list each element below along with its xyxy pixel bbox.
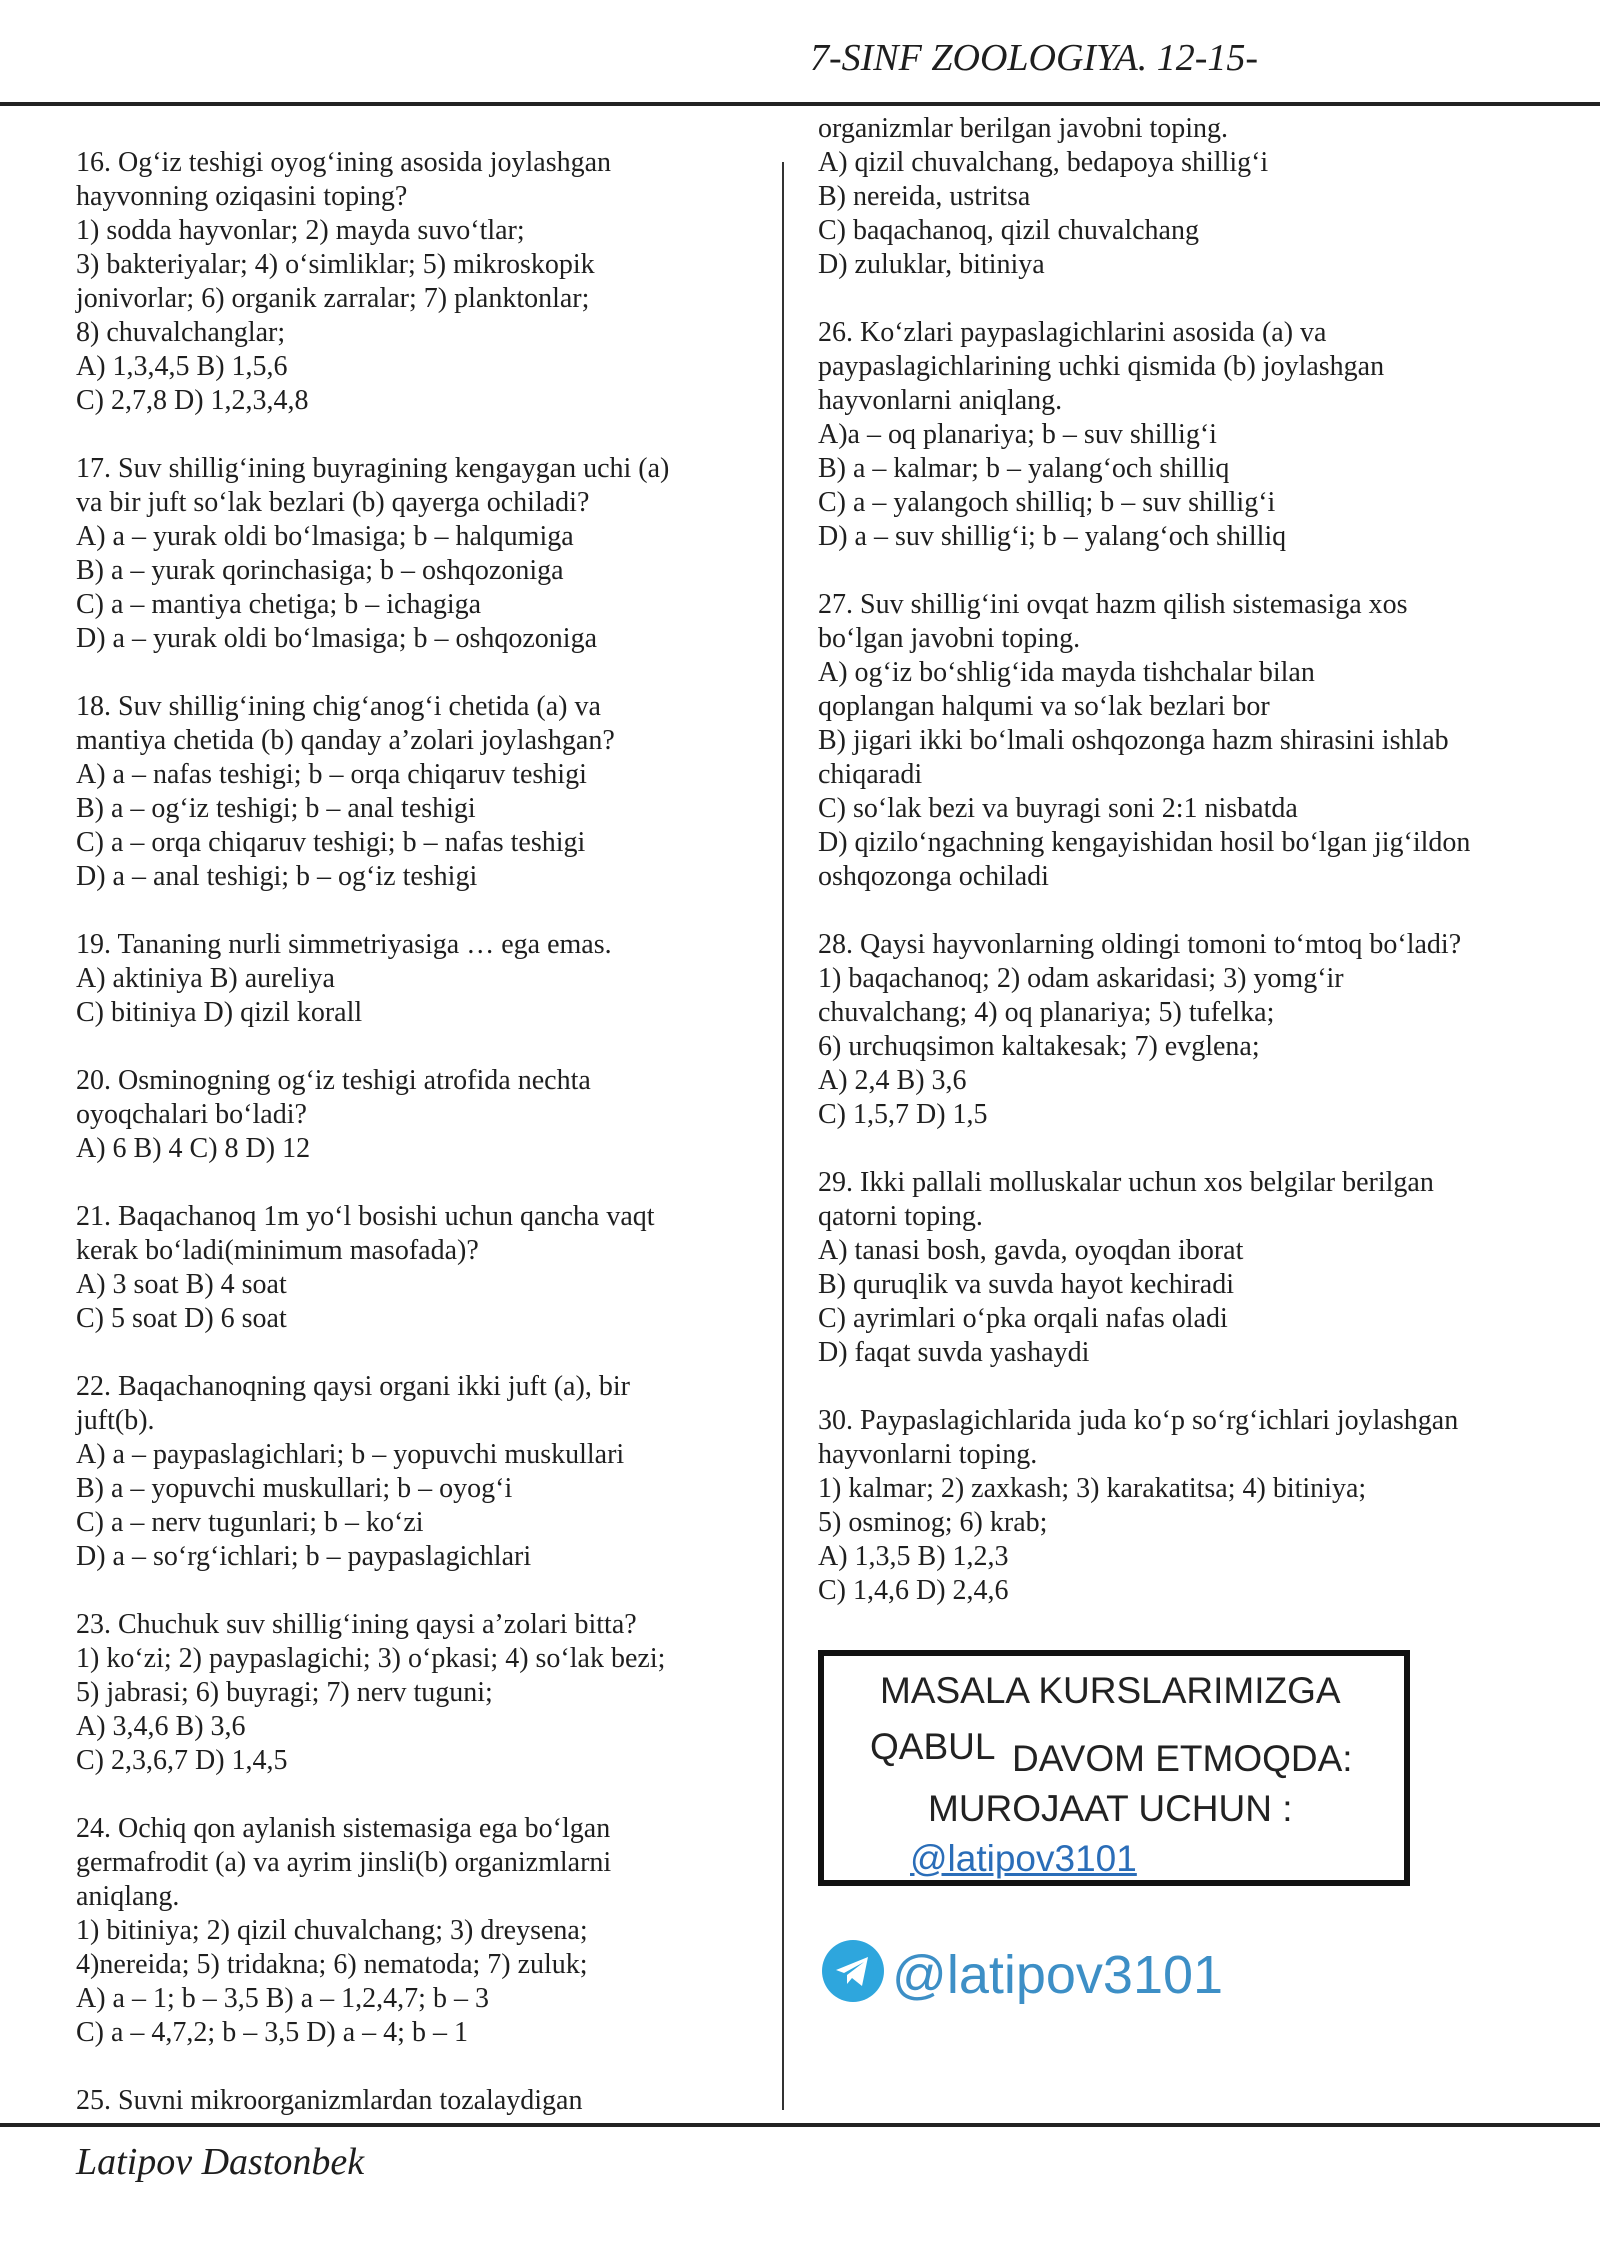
blank-line bbox=[76, 1166, 766, 1200]
text-line: 17. Suv shillig‘ining buyragining kengaygan uchi (a) bbox=[76, 453, 670, 484]
text-line: B) jigari ikki bo‘lmali oshqozonga hazm shirasini ishlab bbox=[818, 725, 1449, 756]
blank-line bbox=[818, 554, 1578, 588]
text-line: C) 5 soat D) 6 soat bbox=[76, 1303, 287, 1334]
text-line: C) 1,4,6 D) 2,4,6 bbox=[818, 1575, 1009, 1606]
text-line: 1) sodda hayvonlar; 2) mayda suvo‘tlar; bbox=[76, 215, 525, 246]
footer-rule bbox=[0, 2123, 1600, 2127]
text-line: C) 1,5,7 D) 1,5 bbox=[818, 1099, 988, 1130]
right-column bbox=[818, 112, 1578, 1608]
text-line: 25. Suvni mikroorganizmlardan tozalaydigan bbox=[76, 2085, 583, 2116]
text-line: 21. Baqachanoq 1m yo‘l bosishi uchun qancha vaqt bbox=[76, 1201, 655, 1232]
text-line: D) a – suv shillig‘i; b – yalang‘och shilliq bbox=[818, 521, 1287, 552]
text-line: 1) kalmar; 2) zaxkash; 3) karakatitsa; 4) bitiniya; bbox=[818, 1473, 1367, 1504]
text-line: 30. Paypaslagichlarida juda ko‘p so‘rg‘ichlari joylashgan bbox=[818, 1405, 1459, 1436]
text-line: B) a – og‘iz teshigi; b – anal teshigi bbox=[76, 793, 476, 824]
text-line: A) 6 B) 4 C) 8 D) 12 bbox=[76, 1133, 311, 1164]
text-line: A) a – 1; b – 3,5 B) a – 1,2,4,7; b – 3 bbox=[76, 1983, 489, 2014]
text-line: oshqozonga ochiladi bbox=[818, 861, 1049, 892]
text-line: jonivorlar; 6) organik zarralar; 7) planktonlar; bbox=[76, 283, 590, 314]
text-line: germafrodit (a) va ayrim jinsli(b) organizmlarni bbox=[76, 1847, 612, 1878]
text-line: hayvonning oziqasini toping? bbox=[76, 181, 408, 212]
text-line: A) tanasi bosh, gavda, oyoqdan iborat bbox=[818, 1235, 1244, 1266]
text-line: A) 2,4 B) 3,6 bbox=[818, 1065, 967, 1096]
text-line: C) a – mantiya chetiga; b – ichagiga bbox=[76, 589, 482, 620]
text-line: 22. Baqachanoqning qaysi organi ikki juft (a), bir bbox=[76, 1371, 630, 1402]
blank-line bbox=[76, 1778, 766, 1812]
text-line: D) zuluklar, bitiniya bbox=[818, 249, 1045, 280]
footer-author: Latipov Dastonbek bbox=[76, 2141, 365, 2183]
telegram-handle[interactable]: @latipov3101 bbox=[892, 1945, 1224, 2005]
promo-line-1: MASALA KURSLARIMIZGA bbox=[880, 1670, 1341, 1711]
text-line: A) qizil chuvalchang, bedapoya shillig‘i bbox=[818, 147, 1269, 178]
text-line: 3) bakteriyalar; 4) o‘simliklar; 5) mikroskopik bbox=[76, 249, 595, 280]
text-line: bo‘lgan javobni toping. bbox=[818, 623, 1081, 654]
text-line: A) a – paypaslagichlari; b – yopuvchi muskullari bbox=[76, 1439, 625, 1470]
blank-line bbox=[818, 1132, 1578, 1166]
text-line: 5) osminog; 6) krab; bbox=[818, 1507, 1048, 1538]
text-line: qoplangan halqumi va so‘lak bezlari bor bbox=[818, 691, 1270, 722]
promo-line-3: MUROJAAT UCHUN : bbox=[928, 1788, 1293, 1829]
promo-line-2b: DAVOM ETMOQDA: bbox=[1012, 1738, 1353, 1779]
text-line: A)a – oq planariya; b – suv shillig‘i bbox=[818, 419, 1217, 450]
text-line: chiqaradi bbox=[818, 759, 923, 790]
text-line: qatorni toping. bbox=[818, 1201, 983, 1232]
text-line: C) so‘lak bezi va buyragi soni 2:1 nisbatda bbox=[818, 793, 1298, 824]
text-line: 23. Chuchuk suv shillig‘ining qaysi a’zolari bitta? bbox=[76, 1609, 637, 1640]
text-line: 1) ko‘zi; 2) paypaslagichi; 3) o‘pkasi; 4) so‘lak bezi; bbox=[76, 1643, 666, 1674]
text-line: A) 3,4,6 B) 3,6 bbox=[76, 1711, 246, 1742]
text-line: 16. Og‘iz teshigi oyog‘ining asosida joylashgan bbox=[76, 147, 612, 178]
text-line: A) 1,3,5 B) 1,2,3 bbox=[818, 1541, 1009, 1572]
blank-line bbox=[818, 1370, 1578, 1404]
text-line: aniqlang. bbox=[76, 1881, 180, 1912]
page-title: 7-SINF ZOOLOGIYA. 12-15- bbox=[810, 37, 1259, 79]
promo-box bbox=[818, 1650, 1410, 1886]
text-line: 8) chuvalchanglar; bbox=[76, 317, 286, 348]
blank-line bbox=[818, 894, 1578, 928]
text-line: kerak bo‘ladi(minimum masofada)? bbox=[76, 1235, 479, 1266]
text-line: 27. Suv shillig‘ini ovqat hazm qilish sistemasiga xos bbox=[818, 589, 1408, 620]
text-line: va bir juft so‘lak bezlari (b) qayerga ochiladi? bbox=[76, 487, 590, 518]
text-line: 20. Osminogning og‘iz teshigi atrofida nechta bbox=[76, 1065, 591, 1096]
text-line: 1) baqachanoq; 2) odam askaridasi; 3) yomg‘ir bbox=[818, 963, 1344, 994]
left-column bbox=[76, 146, 766, 2118]
text-line: C) 2,3,6,7 D) 1,4,5 bbox=[76, 1745, 288, 1776]
promo-line-2a: QABUL bbox=[870, 1726, 996, 1767]
blank-line bbox=[76, 1574, 766, 1608]
text-line: A) og‘iz bo‘shlig‘ida mayda tishchalar bilan bbox=[818, 657, 1315, 688]
text-line: C) a – nerv tugunlari; b – ko‘zi bbox=[76, 1507, 424, 1538]
blank-line bbox=[818, 282, 1578, 316]
text-line: chuvalchang; 4) oq planariya; 5) tufelka; bbox=[818, 997, 1275, 1028]
text-line: D) faqat suvda yashaydi bbox=[818, 1337, 1090, 1368]
text-line: mantiya chetida (b) qanday a’zolari joylashgan? bbox=[76, 725, 615, 756]
text-line: 1) bitiniya; 2) qizil chuvalchang; 3) dreysena; bbox=[76, 1915, 588, 1946]
blank-line bbox=[76, 418, 766, 452]
text-line: hayvonlarni toping. bbox=[818, 1439, 1038, 1470]
text-line: B) a – yopuvchi muskullari; b – oyog‘i bbox=[76, 1473, 513, 1504]
text-line: A) a – yurak oldi bo‘lmasiga; b – halqumiga bbox=[76, 521, 574, 552]
text-line: C) a – 4,7,2; b – 3,5 D) a – 4; b – 1 bbox=[76, 2017, 468, 2048]
telegram-plane-icon bbox=[822, 1940, 884, 2002]
telegram-icon bbox=[822, 1940, 884, 2002]
column-divider bbox=[782, 162, 784, 2110]
text-line: 4)nereida; 5) tridakna; 6) nematoda; 7) zuluk; bbox=[76, 1949, 588, 1980]
text-line: C) a – orqa chiqaruv teshigi; b – nafas teshigi bbox=[76, 827, 586, 858]
text-line: C) ayrimlari o‘pka orqali nafas oladi bbox=[818, 1303, 1228, 1334]
text-line: organizmlar berilgan javobni toping. bbox=[818, 113, 1229, 144]
text-line: C) a – yalangoch shilliq; b – suv shillig‘i bbox=[818, 487, 1276, 518]
text-line: 26. Ko‘zlari paypaslagichlarini asosida (a) va bbox=[818, 317, 1327, 348]
text-line: C) baqachanoq, qizil chuvalchang bbox=[818, 215, 1199, 246]
text-line: B) nereida, ustritsa bbox=[818, 181, 1031, 212]
text-line: C) 2,7,8 D) 1,2,3,4,8 bbox=[76, 385, 309, 416]
text-line: C) bitiniya D) qizil korall bbox=[76, 997, 363, 1028]
text-line: 24. Ochiq qon aylanish sistemasiga ega bo‘lgan bbox=[76, 1813, 611, 1844]
text-line: D) a – yurak oldi bo‘lmasiga; b – oshqozoniga bbox=[76, 623, 598, 654]
text-line: juft(b). bbox=[76, 1405, 155, 1436]
blank-line bbox=[76, 1030, 766, 1064]
text-line: A) aktiniya B) aureliya bbox=[76, 963, 335, 994]
text-line: 19. Tananing nurli simmetriyasiga … ega emas. bbox=[76, 929, 612, 960]
text-line: 28. Qaysi hayvonlarning oldingi tomoni to‘mtoq bo‘ladi? bbox=[818, 929, 1462, 960]
text-line: 29. Ikki pallali molluskalar uchun xos belgilar berilgan bbox=[818, 1167, 1434, 1198]
text-line: paypaslagichlarining uchki qismida (b) joylashgan bbox=[818, 351, 1385, 382]
text-line: A) a – nafas teshigi; b – orqa chiqaruv teshigi bbox=[76, 759, 587, 790]
blank-line bbox=[76, 1336, 766, 1370]
text-line: hayvonlarni aniqlang. bbox=[818, 385, 1063, 416]
text-line: B) a – yurak qorinchasiga; b – oshqozoniga bbox=[76, 555, 564, 586]
text-line: A) 1,3,4,5 B) 1,5,6 bbox=[76, 351, 288, 382]
text-line: B) quruqlik va suvda hayot kechiradi bbox=[818, 1269, 1235, 1300]
blank-line bbox=[76, 894, 766, 928]
blank-line bbox=[76, 2050, 766, 2084]
header-rule bbox=[0, 102, 1600, 106]
text-line: D) qizilo‘ngachning kengayishidan hosil bo‘lgan jig‘ildon bbox=[818, 827, 1471, 858]
promo-contact-link[interactable]: @latipov3101 bbox=[910, 1838, 1137, 1879]
text-line: D) a – anal teshigi; b – og‘iz teshigi bbox=[76, 861, 478, 892]
text-line: 18. Suv shillig‘ining chig‘anog‘i chetida (a) va bbox=[76, 691, 601, 722]
blank-line bbox=[76, 656, 766, 690]
text-line: 6) urchuqsimon kaltakesak; 7) evglena; bbox=[818, 1031, 1260, 1062]
text-line: A) 3 soat B) 4 soat bbox=[76, 1269, 287, 1300]
text-line: B) a – kalmar; b – yalang‘och shilliq bbox=[818, 453, 1230, 484]
text-line: 5) jabrasi; 6) buyragi; 7) nerv tuguni; bbox=[76, 1677, 493, 1708]
text-line: oyoqchalari bo‘ladi? bbox=[76, 1099, 307, 1130]
text-line: D) a – so‘rg‘ichlari; b – paypaslagichlari bbox=[76, 1541, 532, 1572]
